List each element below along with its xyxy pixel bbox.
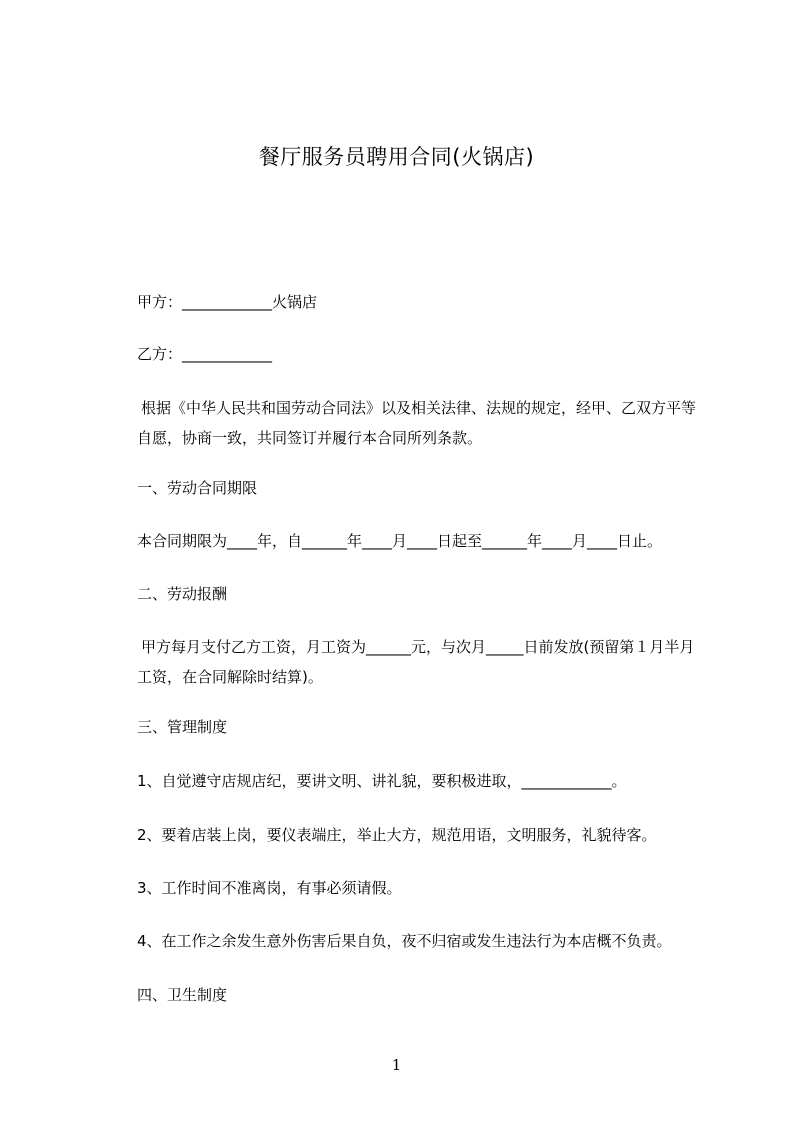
party-b-line: 乙方：____________ bbox=[137, 345, 273, 363]
document-title: 餐厅服务员聘用合同(火锅店) bbox=[258, 145, 535, 169]
section-3-item-3: 3、工作时间不准离岗，有事必须请假。 bbox=[137, 879, 402, 897]
section-3-item-1: 1、自觉遵守店规店纪，要讲文明、讲礼貌，要积极进取，____________。 bbox=[137, 772, 627, 790]
party-a-line: 甲方：____________火锅店 bbox=[137, 293, 318, 311]
page-number: 1 bbox=[391, 1056, 402, 1074]
preamble-paragraph: 根据《中华人民共和国劳动合同法》以及相关法律、法规的规定，经甲、乙双方平等自愿，协商一致，共同签订并履行本合同所列条款。 bbox=[137, 399, 697, 447]
section-2-heading: 二、劳动报酬 bbox=[137, 585, 228, 603]
section-1-text: 本合同期限为____年，自______年____月____日起至______年____月____日止。 bbox=[137, 532, 663, 550]
section-3-heading: 三、管理制度 bbox=[137, 718, 228, 736]
section-3-item-4: 4、在工作之余发生意外伤害后果自负，夜不归宿或发生违法行为本店概不负责。 bbox=[137, 932, 672, 950]
section-1-heading: 一、劳动合同期限 bbox=[137, 479, 258, 497]
section-2-text: 甲方每月支付乙方工资，月工资为______元，与次月_____日前发放(预留第１月半月工资，在合同解除时结算)。 bbox=[137, 638, 695, 686]
section-3-item-2: 2、要着店装上岗，要仪表端庄，举止大方，规范用语，文明服务，礼貌待客。 bbox=[137, 826, 657, 844]
section-4-heading: 四、卫生制度 bbox=[137, 986, 228, 1004]
